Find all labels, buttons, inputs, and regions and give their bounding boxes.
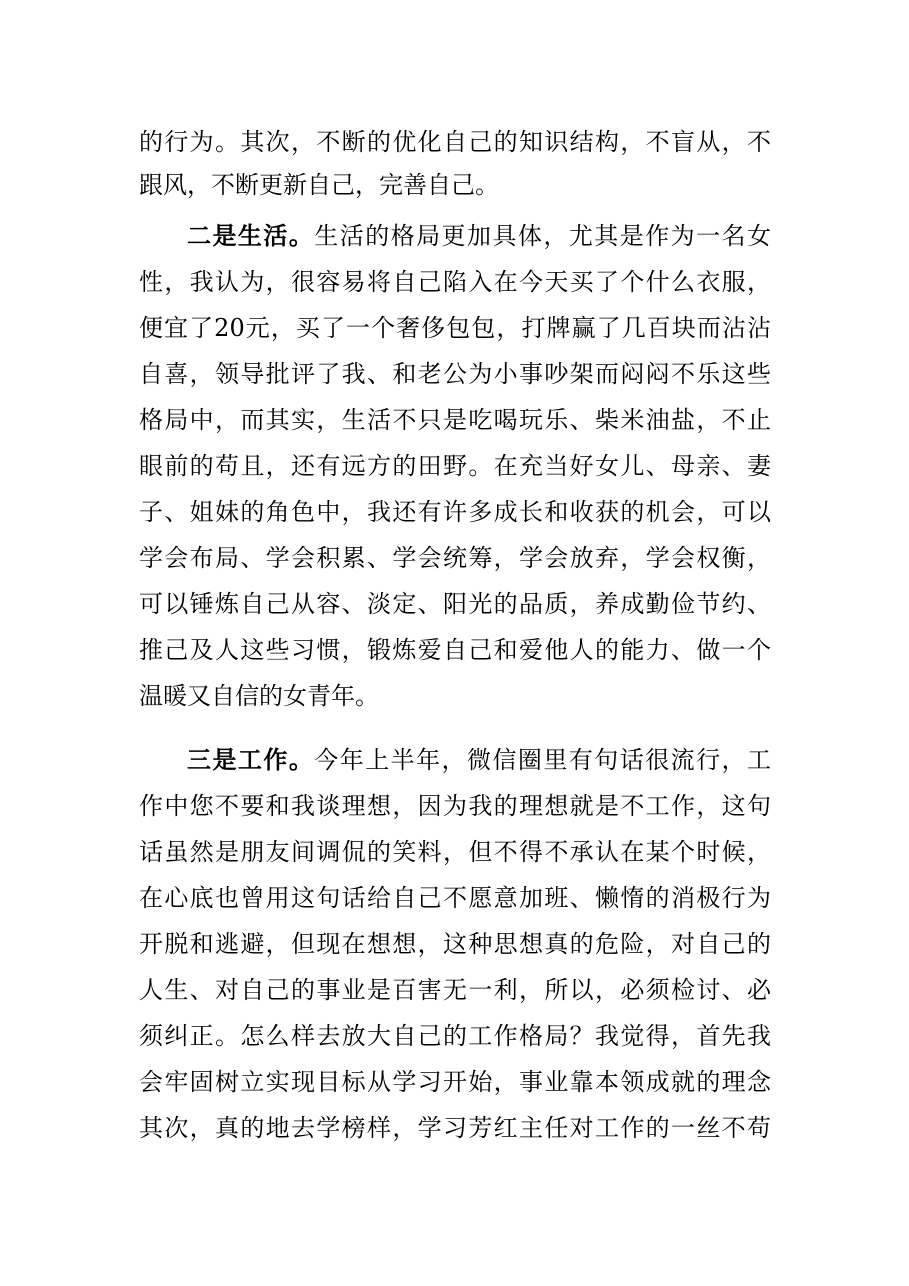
paragraph-2-line-10: 推己及人这些习惯，锻炼爱自己和爱他人的能力、做一个 bbox=[139, 636, 771, 664]
paragraph-3-line-1 bbox=[187, 740, 771, 780]
paragraph-3-line-8: 会牢固树立实现目标从学习开始，事业靠本领成就的理念 bbox=[139, 1068, 771, 1096]
paragraph-2-line-3: 便宜了20元，买了一个奢侈包包，打牌赢了几百块而沾沾 bbox=[139, 314, 771, 342]
paragraph-2-line-6: 眼前的苟且，还有远方的田野。在充当好女儿、母亲、妻 bbox=[139, 452, 771, 480]
paragraph-3-line-3: 话虽然是朋友间调侃的笑料，但不得不承认在某个时候， bbox=[139, 838, 771, 866]
paragraph-3-line-1-text: 今年上半年，微信圈里有句话很流行，工 bbox=[314, 746, 772, 774]
paragraph-2-line-7: 子、姐妹的角色中，我还有许多成长和收获的机会，可以 bbox=[139, 498, 771, 526]
paragraph-2-heading: 二是生活。 bbox=[187, 221, 315, 250]
paragraph-3-heading: 三是工作。 bbox=[187, 745, 315, 774]
paragraph-2-line-11: 温暖又自信的女青年。 bbox=[139, 682, 379, 710]
paragraph-1-line-1: 的行为。其次，不断的优化自己的知识结构，不盲从，不 bbox=[139, 128, 771, 156]
paragraph-3-line-9: 其次，真的地去学榜样，学习芳红主任对工作的一丝不苟 bbox=[139, 1114, 771, 1142]
paragraph-2-line-5: 格局中，而其实，生活不只是吃喝玩乐、柴米油盐，不止 bbox=[139, 406, 771, 434]
paragraph-2-line-2: 性，我认为，很容易将自己陷入在今天买了个什么衣服， bbox=[139, 268, 771, 296]
paragraph-3-line-2: 作中您不要和我谈理想，因为我的理想就是不工作，这句 bbox=[139, 792, 771, 820]
paragraph-2-line-9: 可以锤炼自己从容、淡定、阳光的品质，养成勤俭节约、 bbox=[139, 590, 771, 618]
paragraph-1-line-2: 跟风，不断更新自己，完善自己。 bbox=[139, 171, 499, 199]
paragraph-2-line-1-text: 生活的格局更加具体，尤其是作为一名女 bbox=[314, 222, 772, 250]
paragraph-3-line-4: 在心底也曾用这句话给自己不愿意加班、懒惰的消极行为 bbox=[139, 884, 771, 912]
paragraph-3-line-5: 开脱和逃避，但现在想想，这种思想真的危险，对自己的 bbox=[139, 930, 771, 958]
paragraph-3-line-6: 人生、对自己的事业是百害无一利，所以，必须检讨、必 bbox=[139, 976, 771, 1004]
paragraph-3-line-7: 须纠正。怎么样去放大自己的工作格局？我觉得，首先我 bbox=[139, 1022, 771, 1050]
paragraph-2-line-1 bbox=[187, 216, 771, 256]
paragraph-2-line-8: 学会布局、学会积累、学会统筹，学会放弃，学会权衡， bbox=[139, 544, 771, 572]
paragraph-2-line-4: 自喜，领导批评了我、和老公为小事吵架而闷闷不乐这些 bbox=[139, 360, 771, 388]
